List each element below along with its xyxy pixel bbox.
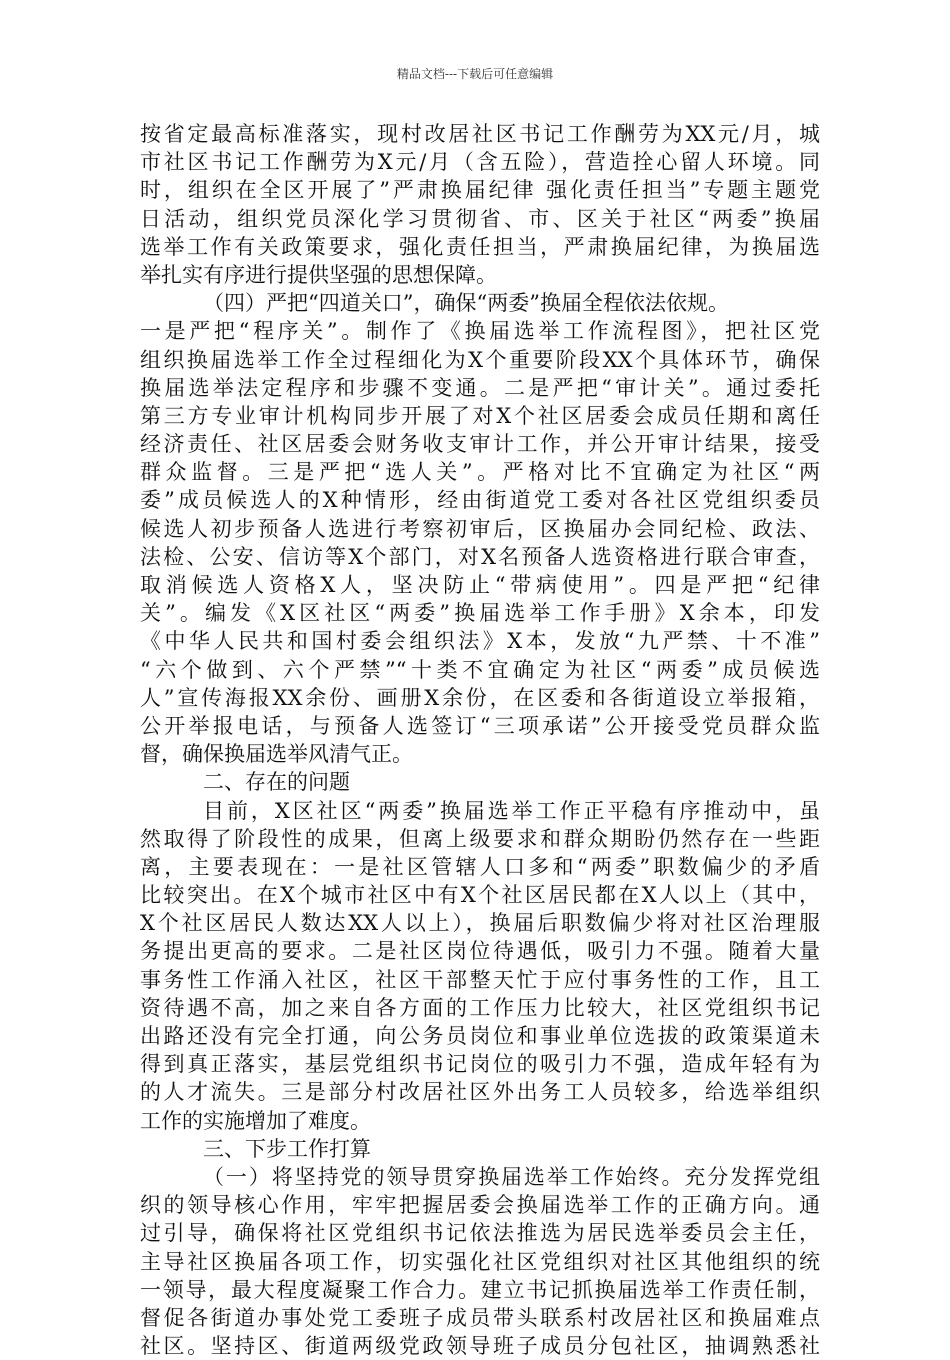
text-line: 事务性工作涌入社区，社区干部整天忙于应付事务性的工作，且工	[140, 967, 820, 992]
text-line: “六个做到、六个严禁”“十类不宜确定为社区“两委”成员候选	[140, 657, 820, 682]
text-line: 离，主要表现在：一是社区管辖人口多和“两委”职数偏少的矛盾	[140, 854, 820, 879]
text-line: 候选人初步预备人选进行考察初审后，区换届办会同纪检、政法、	[140, 516, 820, 541]
document-body	[140, 120, 820, 1360]
text-line: 组织换届选举工作全过程细化为X个重要阶段XX个具体环节，确保	[140, 347, 820, 372]
text-line: 时，组织在全区开展了”严肃换届纪律 强化责任担当”专题主题党	[140, 178, 820, 203]
text-line: 法检、公安、信访等X个部门，对X名预备人选资格进行联合审查，	[140, 544, 820, 569]
text-line: 委”成员候选人的X种情形，经由街道党工委对各社区党组织委员	[140, 488, 820, 513]
text-line: 督促各街道办事处党工委班子成员带头联系村改居社区和换届难点	[140, 1305, 820, 1330]
text-line: 得到真正落实，基层党组织书记岗位的吸引力不强，造成年轻有为	[140, 1052, 820, 1077]
text-line: 举扎实有序进行提供坚强的思想保障。	[140, 262, 497, 287]
text-line: 一是严把“程序关”。制作了《换届选举工作流程图》，把社区党	[140, 319, 820, 344]
section-heading: 三、下步工作打算	[203, 1136, 371, 1161]
text-line: 取消候选人资格X人，坚决防止“带病使用”。四是严把“纪律	[140, 573, 820, 597]
text-line: 公开举报电话，与预备人选签订“三项承诺”公开接受党员群众监	[140, 713, 820, 738]
text-line: 督，确保换届选举风清气正。	[140, 742, 413, 767]
text-line: 过引导，确保将社区党组织书记依法推选为居民选举委员会主任，	[140, 1221, 820, 1246]
text-line: 一领导，最大程度凝聚工作合力。建立书记抓换届选举工作责任制，	[140, 1277, 820, 1302]
text-line: 工作的实施增加了难度。	[140, 1108, 371, 1133]
text-line: （一）将坚持党的领导贯穿换届选举工作始终。充分发挥党组	[203, 1164, 820, 1189]
text-line: 选举工作有关政策要求，强化责任担当，严肃换届纪律，为换届选	[140, 234, 820, 259]
text-line: 出路还没有完全打通，向公务员岗位和事业单位选拔的政策渠道未	[140, 1024, 820, 1048]
text-line: 经济责任、社区居委会财务收支审计工作，并公开审计结果，接受	[140, 432, 820, 457]
text-line: 换届选举法定程序和步骤不变通。二是严把“审计关”。通过委托	[140, 375, 820, 400]
text-line: 织的领导核心作用，牢牢把握居委会换届选举工作的正确方向。通	[140, 1193, 820, 1218]
text-line: 按省定最高标准落实，现村改居社区书记工作酬劳为XX元/月，城	[140, 122, 820, 146]
text-line: 《中华人民共和国村委会组织法》X本，发放“九严禁、十不准”	[140, 629, 820, 654]
text-line: 主导社区换届各项工作，切实强化社区党组织对社区其他组织的统	[140, 1249, 820, 1274]
text-line: 目前，X区社区“两委”换届选举工作正平稳有序推动中，虽	[203, 798, 820, 823]
text-line: 群众监督。三是严把“选人关”。严格对比不宜确定为社区“两	[140, 460, 820, 485]
text-line: 资待遇不高，加之来自各方面的工作压力比较大，社区党组织书记	[140, 995, 820, 1020]
text-line: 市社区书记工作酬劳为X元/月（含五险），营造拴心留人环境。同	[140, 150, 820, 175]
text-line: 务提出更高的要求。二是社区岗位待遇低，吸引力不强。随着大量	[140, 939, 820, 964]
text-line: 日活动，组织党员深化学习贯彻省、市、区关于社区“两委”换届	[140, 206, 820, 231]
text-line: 人”宣传海报XX余份、画册X余份，在区委和各街道设立举报箱，	[140, 685, 820, 710]
page-header: 精品文档---下载后可任意编辑	[396, 67, 554, 81]
text-line: 的人才流失。三是部分村改居社区外出务工人员较多，给选举组织	[140, 1080, 820, 1105]
text-line: 关”。编发《X区社区“两委”换届选举工作手册》X余本，印发	[140, 601, 820, 626]
text-line: X个社区居民人数达XX人以上），换届后职数偏少将对社区治理服	[140, 911, 820, 936]
text-line: 社区。坚持区、街道两级党政领导班子成员分包社区，抽调熟悉社	[140, 1334, 820, 1359]
section-heading: 二、存在的问题	[203, 770, 350, 795]
text-line: 比较突出。在X个城市社区中有X个社区居民都在X人以上（其中，	[140, 883, 820, 908]
text-line: 第三方专业审计机构同步开展了对X个社区居委会成员任期和离任	[140, 403, 820, 428]
text-line: 然取得了阶段性的成果，但离上级要求和群众期盼仍然存在一些距	[140, 826, 820, 851]
section-heading: （四）严把“四道关口”，确保“两委”换届全程依法依规。	[203, 291, 729, 316]
